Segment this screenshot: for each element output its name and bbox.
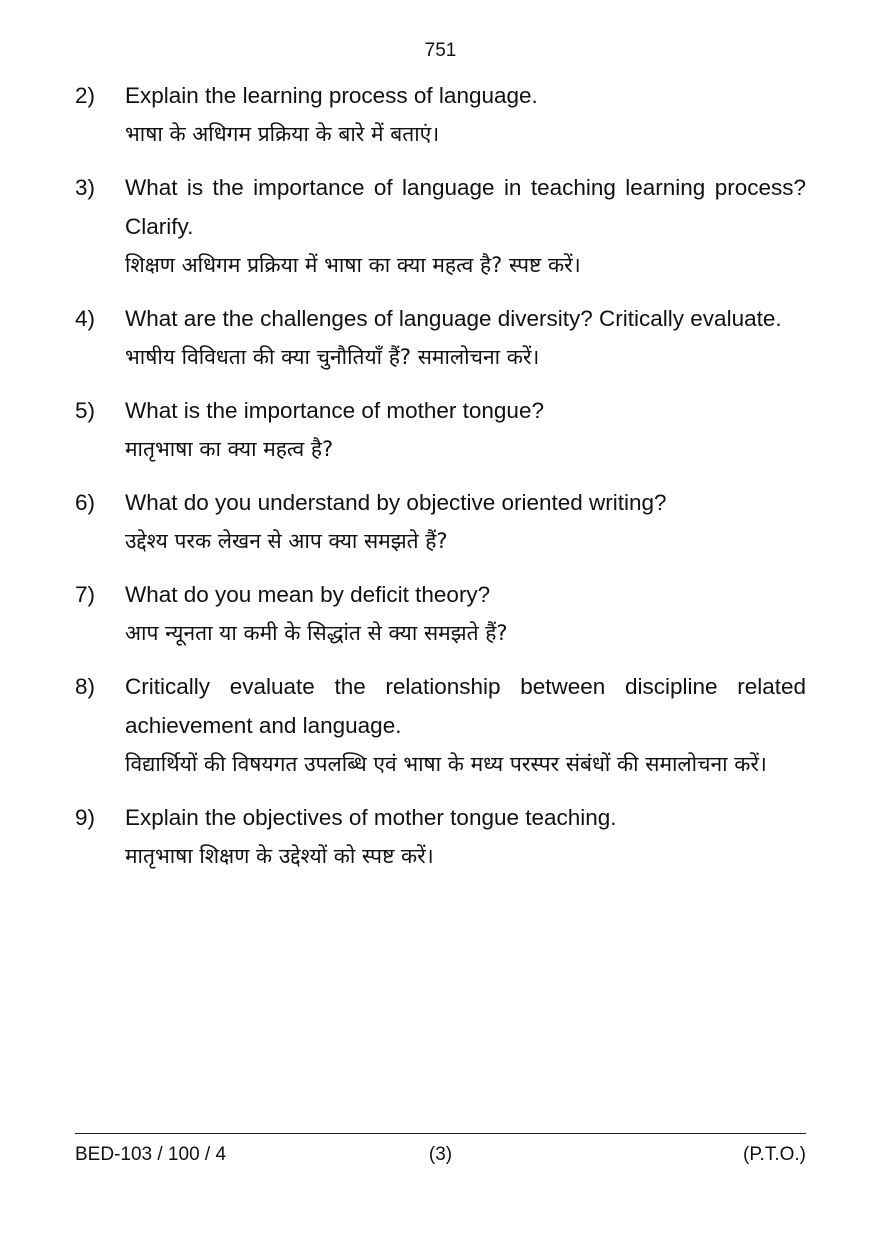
question-item [75, 168, 806, 285]
question-text-english: What do you understand by objective oriented writing? [125, 490, 667, 515]
question-item [75, 798, 806, 876]
question-text-hindi: उद्देश्य परक लेखन से आप क्या समझते हैं? [125, 529, 448, 553]
question-number: 2) [75, 83, 96, 108]
question-number: 7) [75, 582, 96, 607]
question-text-hindi: मातृभाषा शिक्षण के उद्देश्यों को स्पष्ट करें। [125, 844, 434, 868]
question-text-hindi: मातृभाषा का क्या महत्व है? [125, 437, 334, 461]
page-number: 751 [424, 40, 457, 61]
question-text-english: Critically evaluate the relationship between discipline related achievement and language. [125, 674, 806, 738]
question-text-english: What do you mean by deficit theory? [125, 582, 491, 607]
question-text-hindi: भाषीय विविधता की क्या चुनौतियाँ हैं? समालोचना करें। [125, 345, 540, 369]
question-text-hindi: शिक्षण अधिगम प्रक्रिया में भाषा का क्या महत्व है? स्पष्ट करें। [125, 253, 581, 277]
question-number: 8) [75, 674, 96, 699]
question-text-english: Explain the objectives of mother tongue teaching. [125, 805, 617, 830]
question-number: 4) [75, 306, 96, 331]
question-item [75, 76, 806, 154]
question-text-english: What is the importance of mother tongue? [125, 398, 544, 423]
question-text-hindi: भाषा के अधिगम प्रक्रिया के बारे में बताएं। [125, 122, 440, 146]
question-text-english: What are the challenges of language diversity? Critically evaluate. [125, 306, 782, 331]
question-item [75, 667, 806, 784]
sheet-number: (3) [428, 1144, 453, 1165]
question-text-hindi: विद्यार्थियों की विषयगत उपलब्धि एवं भाषा के मध्य परस्पर संबंधों की समालोचना करें। [125, 752, 767, 776]
question-number: 5) [75, 398, 96, 423]
question-number: 9) [75, 805, 96, 830]
question-number: 3) [75, 175, 96, 200]
please-turn-over: (P.T.O.) [743, 1144, 806, 1165]
question-text-english: What is the importance of language in teaching learning process? Clarify. [125, 175, 806, 239]
question-item [75, 575, 806, 653]
footer-divider [75, 1133, 806, 1134]
question-text-hindi: आप न्यूनता या कमी के सिद्धांत से क्या समझते हैं? [125, 621, 508, 645]
question-text-english: Explain the learning process of language. [125, 83, 538, 108]
question-number: 6) [75, 490, 96, 515]
paper-code: BED-103 / 100 / 4 [75, 1144, 227, 1165]
question-item [75, 391, 806, 469]
question-item [75, 483, 806, 561]
question-item [75, 299, 806, 377]
question-list [75, 76, 806, 890]
